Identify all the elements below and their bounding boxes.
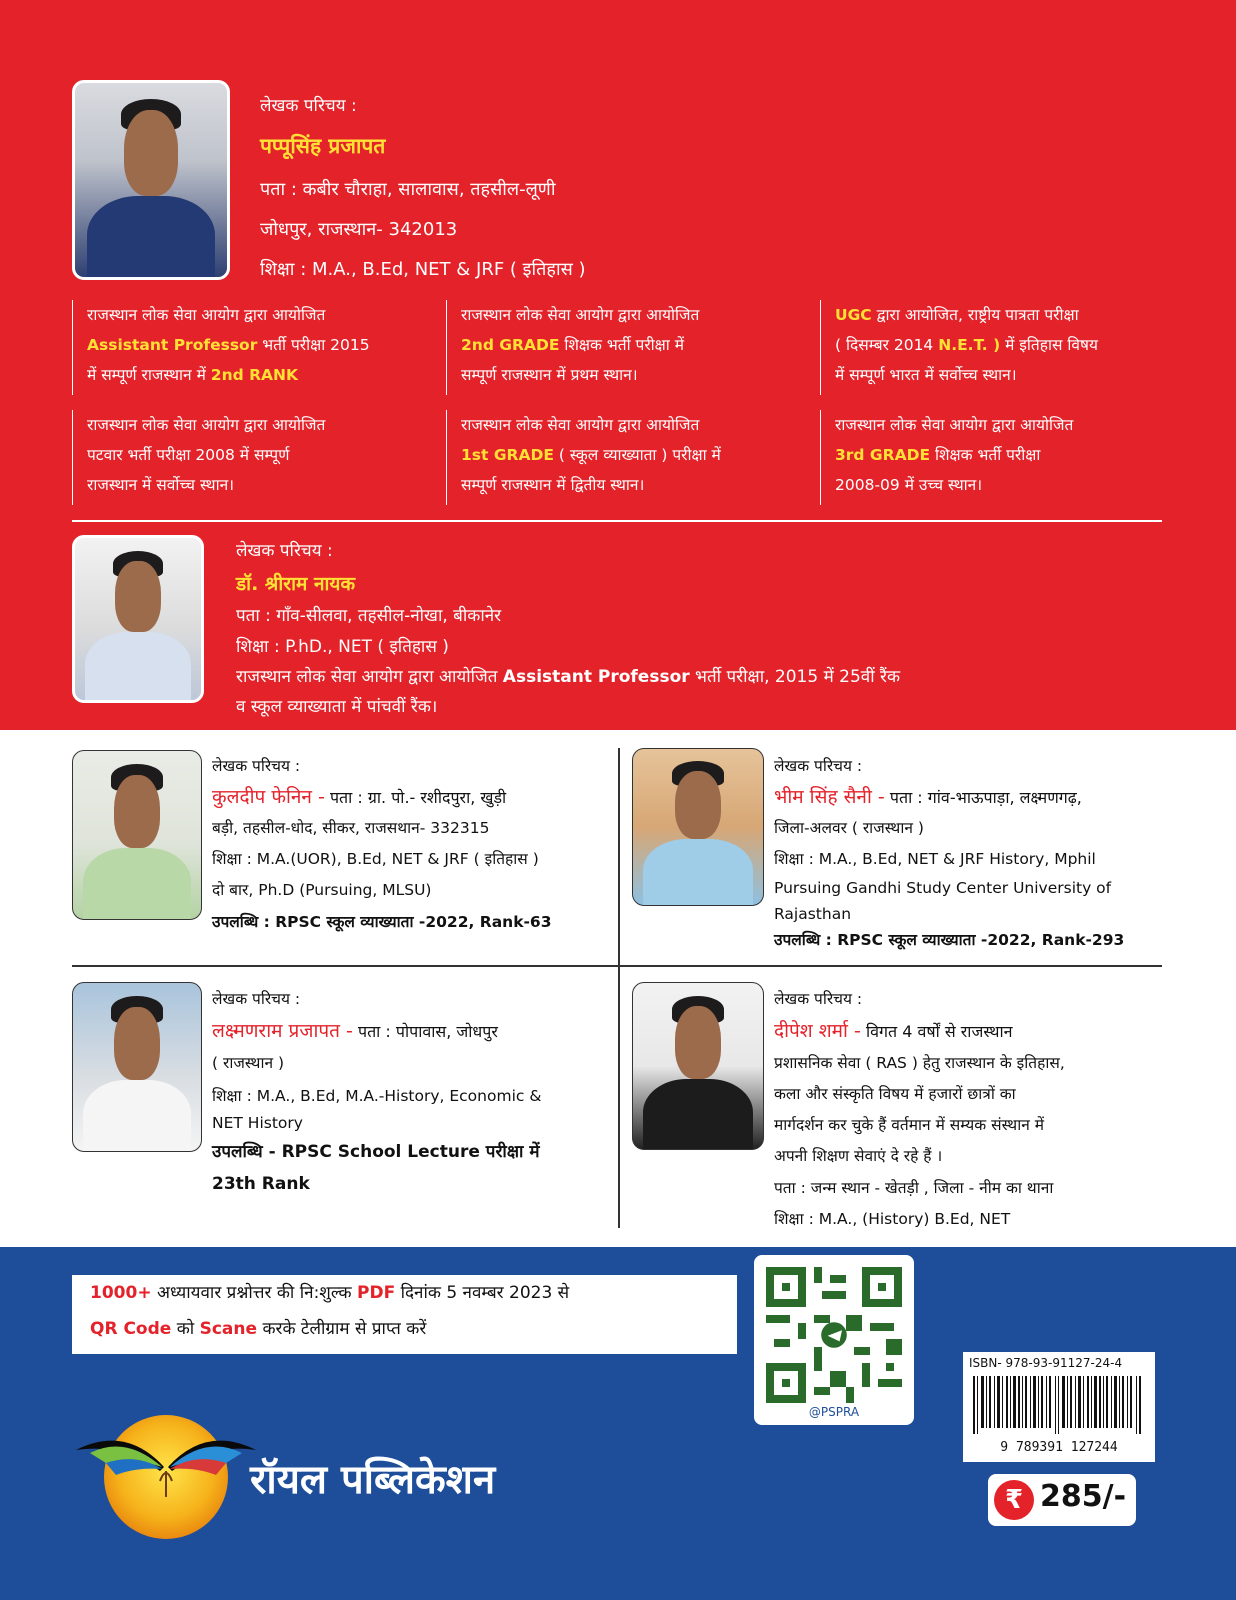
price-amount: 285/- bbox=[1040, 1479, 1127, 1514]
author4-heading: लेखक परिचय : bbox=[774, 757, 863, 775]
author4-education3: Rajasthan bbox=[774, 905, 852, 923]
author2-photo bbox=[72, 535, 204, 703]
author5-name-address: लक्ष्मणराम प्रजापत - पता : पोपावास, जोधपुर bbox=[212, 1020, 498, 1042]
telegram-qr-card[interactable] bbox=[754, 1255, 914, 1425]
author6-address: पता : जन्म स्थान - खेतड़ी , जिला - नीम का थाना bbox=[774, 1179, 1054, 1197]
author5-education: शिक्षा : M.A., B.Ed, M.A.-History, Economic & bbox=[212, 1087, 542, 1105]
pdf-notice-line1: 1000+ अध्यायवार प्रश्नोत्तर की नि:शुल्क PDF दिनांक 5 नवम्बर 2023 से bbox=[90, 1283, 570, 1303]
author5-education2: NET History bbox=[212, 1114, 303, 1132]
author6-desc4: मार्गदर्शन कर चुके हैं वर्तमान में सम्यक संस्थान में bbox=[774, 1116, 1045, 1134]
qr-code-icon[interactable] bbox=[766, 1267, 902, 1403]
author2-achievement-line1: राजस्थान लोक सेवा आयोग द्वारा आयोजित Assistant Professor भर्ती परीक्षा, 2015 में 25वीं रैंक bbox=[236, 667, 901, 687]
price-tag bbox=[988, 1474, 1136, 1526]
barcode-icon bbox=[973, 1376, 1145, 1434]
author4-education: शिक्षा : M.A., B.Ed, NET & JRF History, Mphil bbox=[774, 850, 1096, 868]
author6-desc5: अपनी शिक्षण सेवाएं दे रहे हैं । bbox=[774, 1147, 943, 1165]
achievement-1: राजस्थान लोक सेवा आयोग द्वारा आयोजित Assistant Professor भर्ती परीक्षा 2015 में सम्पूर्ण राजस्थान में 2nd RANK bbox=[72, 300, 432, 395]
author4-education2: Pursuing Gandhi Study Center University of bbox=[774, 879, 1112, 897]
achievement-6: राजस्थान लोक सेवा आयोग द्वारा आयोजित 3rd GRADE शिक्षक भर्ती परीक्षा 2008-09 में उच्च स्थान। bbox=[820, 410, 1165, 505]
author6-heading: लेखक परिचय : bbox=[774, 990, 863, 1008]
author1-photo bbox=[72, 80, 230, 280]
author1-name: पप्पूसिंह प्रजापत bbox=[260, 134, 386, 158]
author4-photo bbox=[632, 748, 764, 906]
author3-education2: दो बार, Ph.D (Pursuing, MLSU) bbox=[212, 881, 432, 899]
author2-address: पता : गाँव-सीलवा, तहसील-नोखा, बीकानेर bbox=[236, 606, 502, 626]
achievement-2: राजस्थान लोक सेवा आयोग द्वारा आयोजित 2nd GRADE शिक्षक भर्ती परीक्षा में सम्पूर्ण राजस्थान में प्रथम स्थान। bbox=[446, 300, 806, 395]
author5-photo bbox=[72, 982, 202, 1152]
author1-heading: लेखक परिचय : bbox=[260, 96, 357, 116]
author5-address2: ( राजस्थान ) bbox=[212, 1054, 285, 1072]
pdf-notice-line2: QR Code को Scane करके टेलीग्राम से प्राप्त करें bbox=[90, 1319, 427, 1339]
author6-photo bbox=[632, 982, 764, 1150]
author3-education: शिक्षा : M.A.(UOR), B.Ed, NET & JRF ( इतिहास ) bbox=[212, 850, 539, 868]
author3-photo bbox=[72, 750, 202, 920]
author3-achievement: उपलब्धि : RPSC स्कूल व्याख्याता -2022, Rank-63 bbox=[212, 913, 552, 931]
isbn-label: ISBN- 978-93-91127-24-4 bbox=[969, 1356, 1123, 1370]
red-divider bbox=[72, 520, 1162, 522]
author3-heading: लेखक परिचय : bbox=[212, 757, 301, 775]
author2-heading: लेखक परिचय : bbox=[236, 541, 333, 561]
author3-address2: बड़ी, तहसील-धोद, सीकर, राजसथान- 332315 bbox=[212, 819, 490, 837]
author5-achievement2: 23th Rank bbox=[212, 1174, 310, 1194]
author6-education: शिक्षा : M.A., (History) B.Ed, NET bbox=[774, 1210, 1011, 1228]
achievement-5: राजस्थान लोक सेवा आयोग द्वारा आयोजित 1st GRADE ( स्कूल व्याख्याता ) परीक्षा में सम्पूर्ण राजस्थान में द्वितीय स्थान। bbox=[446, 410, 806, 505]
author4-achievement: उपलब्धि : RPSC स्कूल व्याख्याता -2022, Rank-293 bbox=[774, 931, 1125, 949]
isbn-digits: 9 789391 127244 bbox=[1000, 1440, 1118, 1455]
author5-achievement: उपलब्धि - RPSC School Lecture परीक्षा में bbox=[212, 1142, 540, 1162]
author6-desc2: प्रशासनिक सेवा ( RAS ) हेतु राजस्थान के इतिहास, bbox=[774, 1054, 1065, 1072]
author1-address2: जोधपुर, राजस्थान- 342013 bbox=[260, 219, 458, 240]
author5-heading: लेखक परिचय : bbox=[212, 990, 301, 1008]
author3-name-address: कुलदीप फेनिन - पता : ग्रा. पो.- रशीदपुरा, खुड़ी bbox=[212, 786, 507, 808]
achievement-4: राजस्थान लोक सेवा आयोग द्वारा आयोजित पटवार भर्ती परीक्षा 2008 में सम्पूर्ण राजस्थान में सर्वोच्च स्थान। bbox=[72, 410, 432, 505]
publisher-logo-icon bbox=[76, 1405, 256, 1545]
author4-address2: जिला-अलवर ( राजस्थान ) bbox=[774, 819, 924, 837]
isbn-barcode bbox=[963, 1352, 1155, 1462]
rupee-icon: ₹ bbox=[994, 1480, 1034, 1520]
vertical-divider bbox=[618, 748, 620, 1228]
author2-achievement-line2: व स्कूल व्याख्याता में पांचवीं रैंक। bbox=[236, 697, 438, 717]
author2-education: शिक्षा : P.hD., NET ( इतिहास ) bbox=[236, 637, 449, 657]
pdf-notice-box bbox=[72, 1275, 737, 1354]
horizontal-divider bbox=[72, 965, 1162, 967]
publisher-name: रॉयल पब्लिकेशन bbox=[250, 1457, 496, 1503]
author6-name-desc: दीपेश शर्मा - विगत 4 वर्षों से राजस्थान bbox=[774, 1020, 1013, 1042]
author2-name: डॉ. श्रीराम नायक bbox=[236, 573, 356, 595]
author4-name-address: भीम सिंह सैनी - पता : गांव-भाऊपाड़ा, लक्ष्मणगढ़, bbox=[774, 786, 1082, 808]
author1-address1: पता : कबीर चौराहा, सालावास, तहसील-लूणी bbox=[260, 179, 556, 200]
author6-desc3: कला और संस्कृति विषय में हजारों छात्रों का bbox=[774, 1085, 1016, 1103]
author1-education: शिक्षा : M.A., B.Ed, NET & JRF ( इतिहास ) bbox=[260, 259, 586, 280]
achievement-3: UGC द्वारा आयोजित, राष्ट्रीय पात्रता परीक्षा ( दिसम्बर 2014 N.E.T. ) में इतिहास विषय में सम्पूर्ण भारत में सर्वोच्च स्थान। bbox=[820, 300, 1165, 395]
qr-handle: @PSPRA bbox=[808, 1405, 860, 1419]
